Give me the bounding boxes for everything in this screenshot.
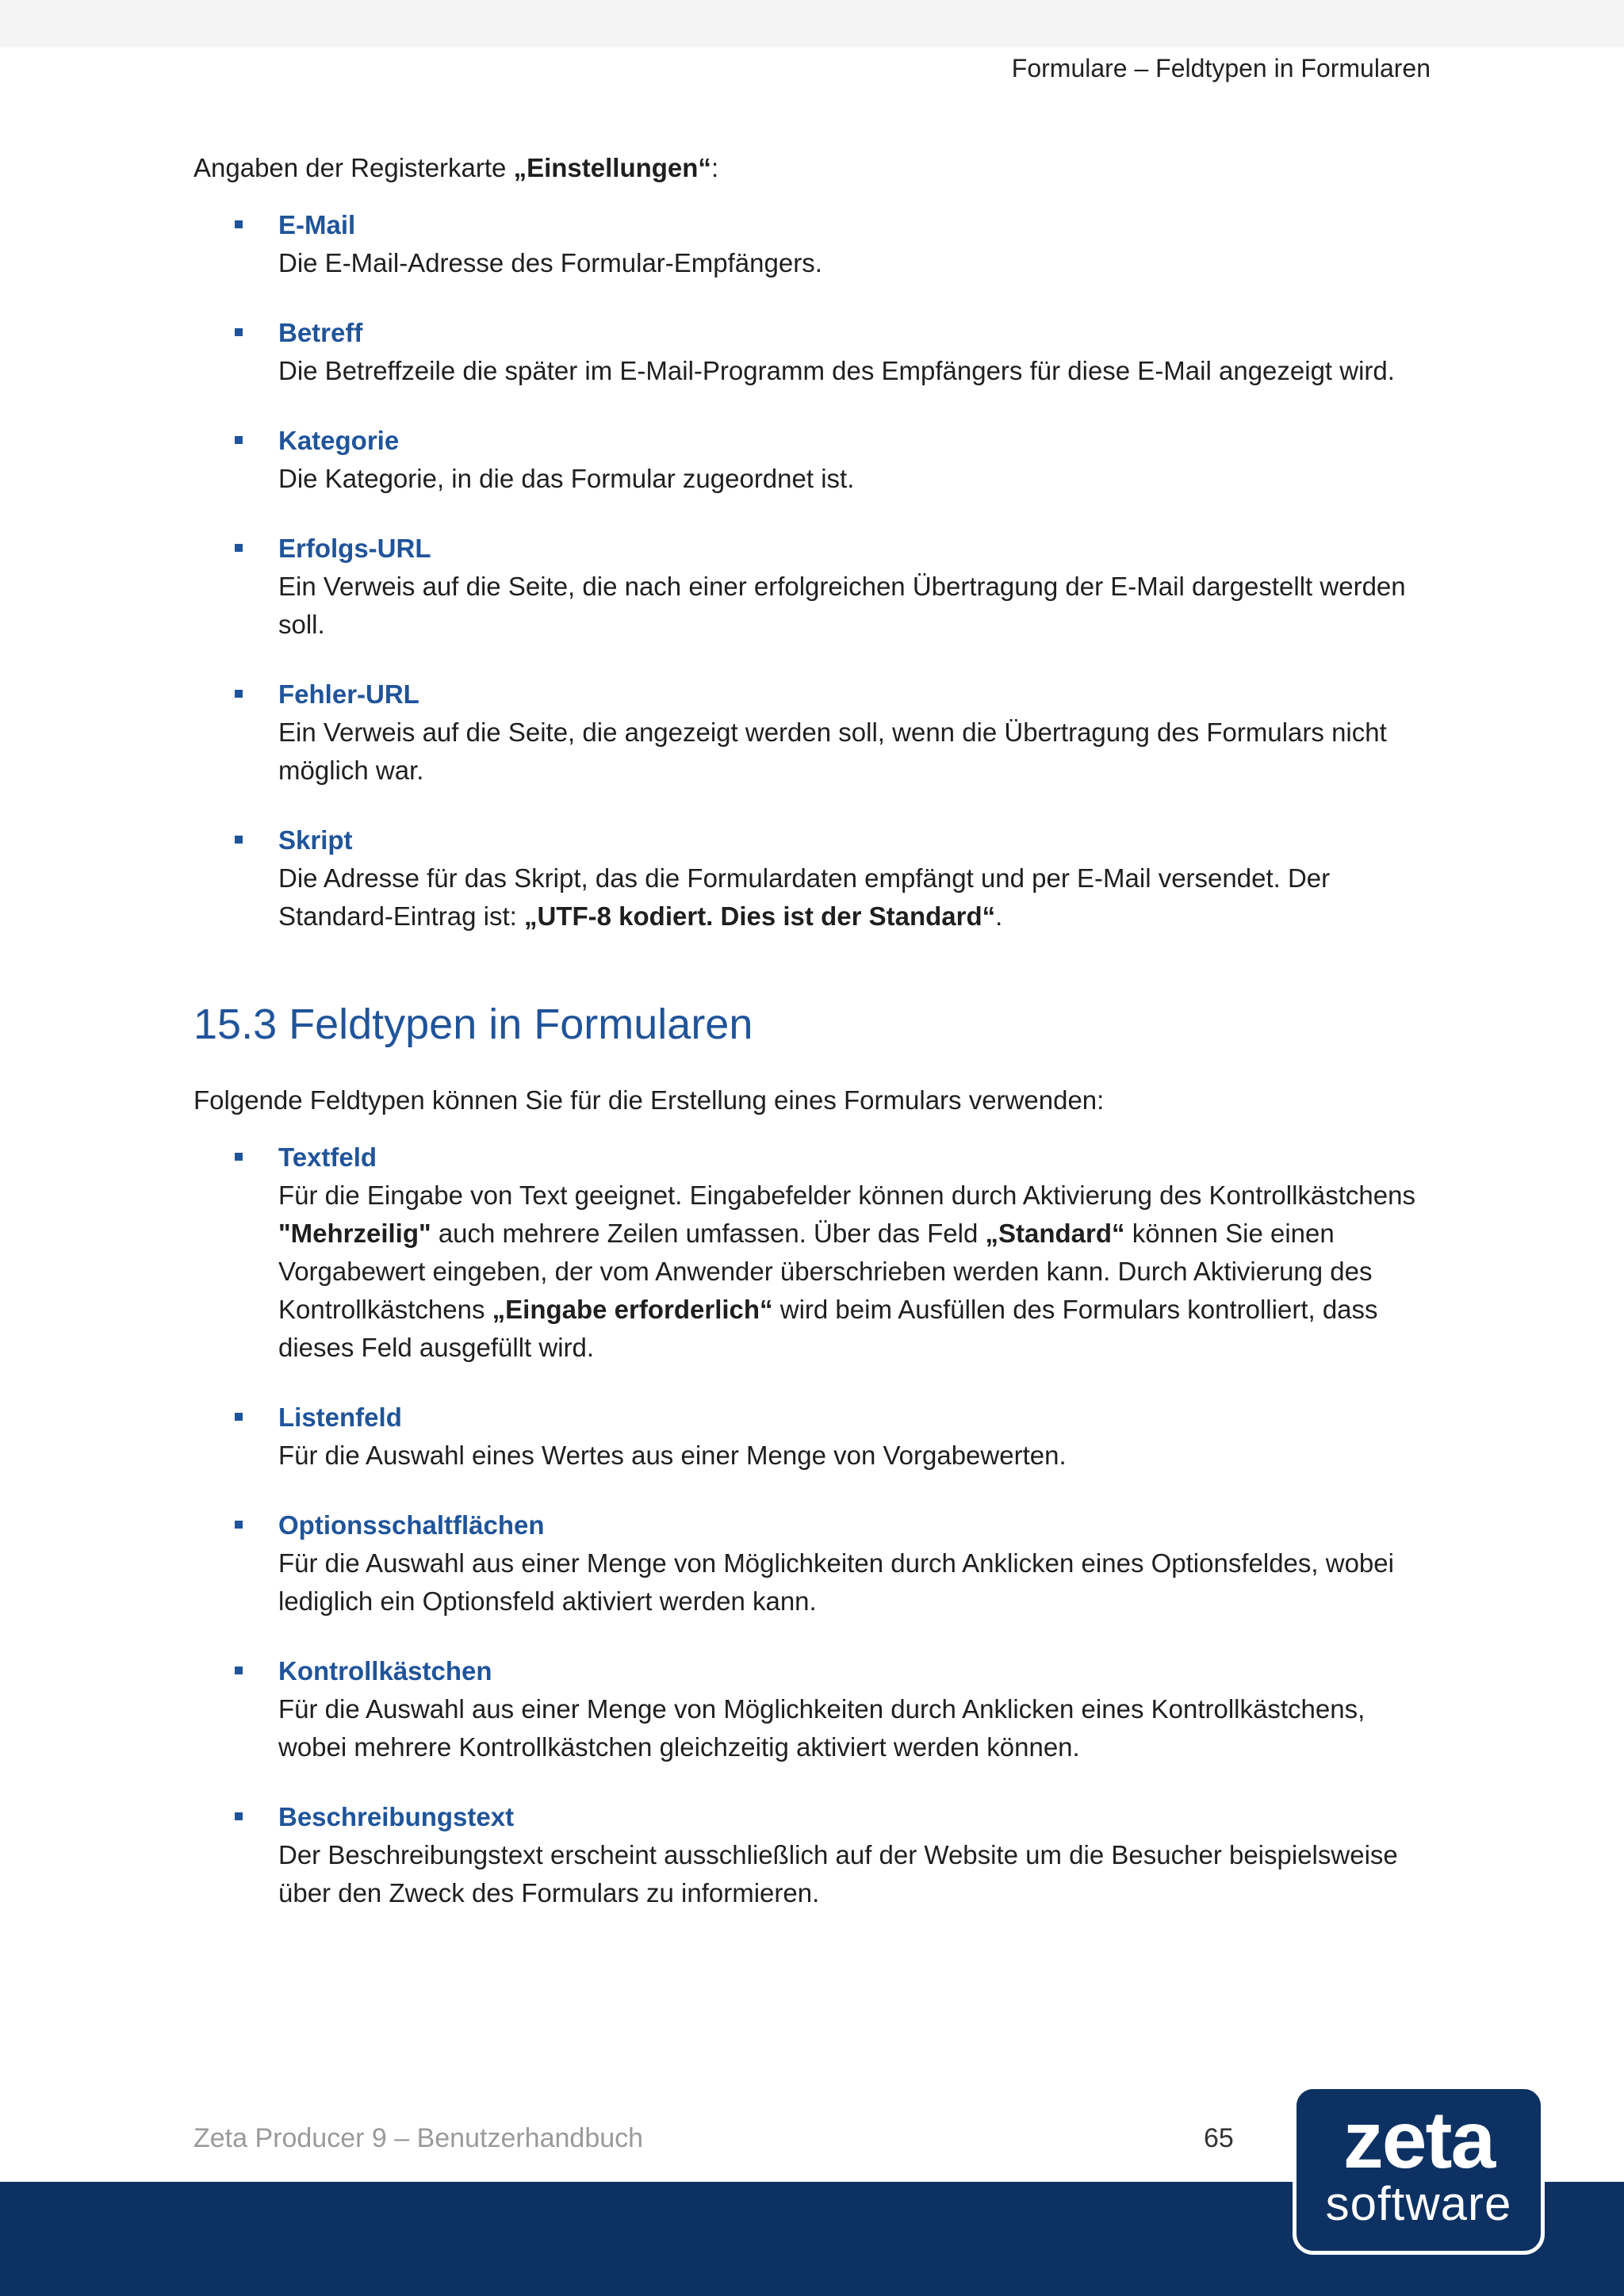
bullet-square-icon <box>235 328 243 336</box>
logo-word: zeta <box>1342 2095 1495 2185</box>
item-desc: Der Beschreibungstext erscheint ausschließlich auf der Website um die Besucher beispielsweise über den Zweck des Formulars zu informieren. <box>278 1840 1398 1908</box>
item-term: Kontrollkästchen <box>278 1656 492 1686</box>
item-term: Listenfeld <box>278 1402 402 1432</box>
settings-list <box>193 206 1431 936</box>
item-desc: Für die Auswahl aus einer Menge von Möglichkeiten durch Anklicken eines Optionsfeldes, wobei lediglich ein Optionsfeld aktiviert werden kann. <box>278 1548 1394 1616</box>
bullet-square-icon <box>235 690 243 698</box>
intro-bold: „Einstellungen“ <box>513 153 711 182</box>
desc-bold: „Standard“ <box>985 1219 1125 1248</box>
page-number: 65 <box>1204 2123 1234 2153</box>
settings-item-betreff <box>193 314 1431 390</box>
section-heading: 15.3 Feldtypen in Formularen <box>193 1001 753 1048</box>
item-desc <box>278 859 1431 936</box>
desc-text: Für die Eingabe von Text geeignet. Eingabefelder können durch Aktivierung des Kontrollkästchens <box>278 1181 1415 1210</box>
bullet-square-icon <box>235 1521 243 1529</box>
running-header: Formulare – Feldtypen in Formularen <box>1011 54 1431 82</box>
settings-item-fehler-url <box>193 675 1431 790</box>
item-term: Kategorie <box>278 426 400 455</box>
bullet-square-icon <box>235 436 243 444</box>
item-term: Skript <box>278 825 353 855</box>
item-desc: Die Kategorie, in die das Formular zugeordnet ist. <box>278 464 855 493</box>
desc-end: . <box>995 901 1003 931</box>
bullet-square-icon <box>235 544 243 552</box>
desc-text: auch mehrere Zeilen umfassen. Über das Feld <box>431 1219 986 1248</box>
footer-book-title: Zeta Producer 9 – Benutzerhandbuch <box>193 2123 644 2153</box>
settings-intro <box>193 149 1431 187</box>
item-desc: Für die Auswahl eines Wertes aus einer Menge von Vorgabewerten. <box>278 1441 1067 1470</box>
bullet-square-icon <box>235 1667 243 1674</box>
item-desc: Ein Verweis auf die Seite, die nach einer erfolgreichen Übertragung der E-Mail dargestellt werden soll. <box>278 572 1406 639</box>
settings-item-kategorie <box>193 422 1431 498</box>
item-term: Erfolgs-URL <box>278 534 431 563</box>
intro-suffix: : <box>710 153 719 182</box>
desc-text: wird beim Ausfüllen des Formulars kontrolliert, dass dieses Feld ausgefüllt wird. <box>278 1295 1378 1362</box>
item-term: E-Mail <box>278 210 356 239</box>
item-term: Beschreibungstext <box>278 1802 515 1831</box>
item-term: Textfeld <box>278 1142 377 1172</box>
item-desc <box>278 1177 1431 1367</box>
item-desc: Für die Auswahl aus einer Menge von Möglichkeiten durch Anklicken eines Kontrollkästchens, wobei mehrere Kontrollkästchen gleichzeitig aktiviert werden können. <box>278 1694 1365 1762</box>
settings-item-erfolgs-url <box>193 530 1431 644</box>
logo-sub: software <box>1325 2177 1512 2230</box>
field-type-listenfeld <box>193 1399 1431 1475</box>
item-desc: Ein Verweis auf die Seite, die angezeigt werden soll, wenn die Übertragung des Formulars nicht möglich war. <box>278 718 1387 785</box>
top-strip <box>0 0 1624 48</box>
desc-bold: „UTF-8 kodiert. Dies ist der Standard“ <box>524 901 996 931</box>
item-term: Optionsschaltflächen <box>278 1510 545 1540</box>
bullet-square-icon <box>235 836 243 844</box>
bullet-square-icon <box>235 1153 243 1161</box>
field-type-textfeld <box>193 1138 1431 1367</box>
bullet-square-icon <box>235 220 243 228</box>
desc-text: Die Adresse für das Skript, das die Formulardaten empfängt und per E-Mail versendet. Der Standard-Eintrag ist: <box>278 863 1331 931</box>
page-content <box>193 149 1431 1912</box>
settings-item-skript <box>193 821 1431 936</box>
field-type-optionsschaltflaechen <box>193 1506 1431 1621</box>
item-desc: Die E-Mail-Adresse des Formular-Empfängers. <box>278 248 822 277</box>
intro-prefix: Angaben der Registerkarte <box>193 153 514 182</box>
settings-item-email <box>193 206 1431 282</box>
desc-text: können Sie einen Vorgabewert eingeben, der vom Anwender überschrieben werden kann. Durch Aktivierung des Kontrollkästchens <box>278 1219 1373 1324</box>
item-term: Betreff <box>278 318 363 347</box>
bullet-square-icon <box>235 1812 243 1820</box>
desc-bold: „Eingabe erforderlich“ <box>492 1295 773 1324</box>
zeta-software-logo <box>1293 2085 1545 2255</box>
field-type-beschreibungstext <box>193 1798 1431 1912</box>
section-intro: Folgende Feldtypen können Sie für die Erstellung eines Formulars verwenden: <box>193 1085 1105 1115</box>
field-type-kontrollkaestchen <box>193 1652 1431 1766</box>
item-desc: Die Betreffzeile die später im E-Mail-Programm des Empfängers für diese E-Mail angezeigt wird. <box>278 356 1395 385</box>
item-term: Fehler-URL <box>278 679 419 709</box>
desc-bold: "Mehrzeilig" <box>278 1219 431 1248</box>
field-types-list <box>193 1138 1431 1912</box>
bullet-square-icon <box>235 1413 243 1421</box>
